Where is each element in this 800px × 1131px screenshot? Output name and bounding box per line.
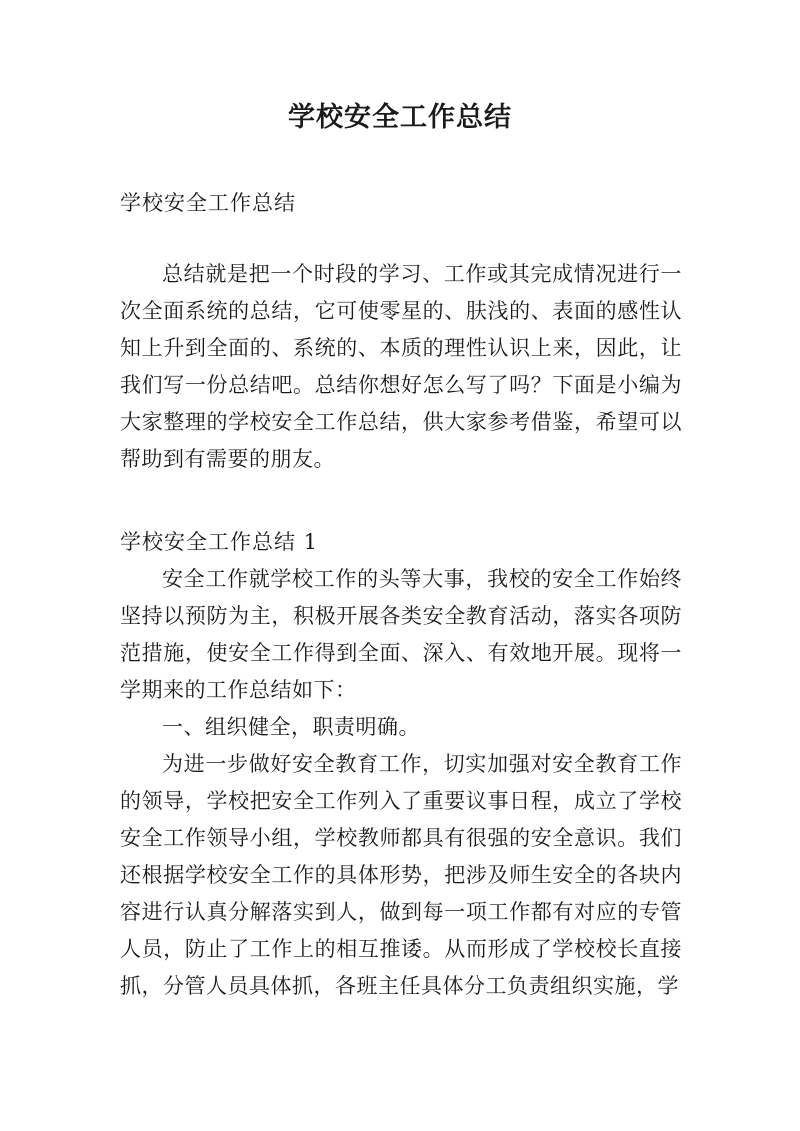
intro-paragraph: 总结就是把一个时段的学习、工作或其完成情况进行一次全面系统的总结，它可使零星的、肤浅的、表面的感性认知上升到全面的、系统的、本质的理性认识上来，因此，让我们写一份总结吧。总结你想好怎么写了吗？下面是小编为大家整理的学校安全工作总结，供大家参考借鉴，希望可以帮助到有需要的朋友。 (120, 262, 682, 471)
body-paragraph-1: 安全工作就学校工作的头等大事，我校的安全工作始终坚持以预防为主，积极开展各类安全教育活动，落实各项防范措施，使安全工作得到全面、深入、有效地开展。现将一学期来的工作总结如下： (120, 567, 682, 702)
section-body (120, 561, 682, 1005)
section-heading: 学校安全工作总结 1 (120, 530, 319, 554)
document-title: 学校安全工作总结 (288, 102, 512, 133)
document-subtitle: 学校安全工作总结 (120, 191, 296, 215)
body-paragraph-2: 一、组织健全，职责明确。 (162, 715, 420, 739)
body-paragraph-3: 为进一步做好安全教育工作，切实加强对安全教育工作的领导，学校把安全工作列入了重要议事日程，成立了学校安全工作领导小组，学校教师都具有很强的安全意识。我们还根据学校安全工作的具体形势，把涉及师生安全的各块内容进行认真分解落实到人，做到每一项工作都有对应的专管人员，防止了工作上的相互推诿。从而形成了学校校长直接抓，分管人员具体抓，各班主任具体分工负责组织实施，学 (120, 752, 682, 998)
